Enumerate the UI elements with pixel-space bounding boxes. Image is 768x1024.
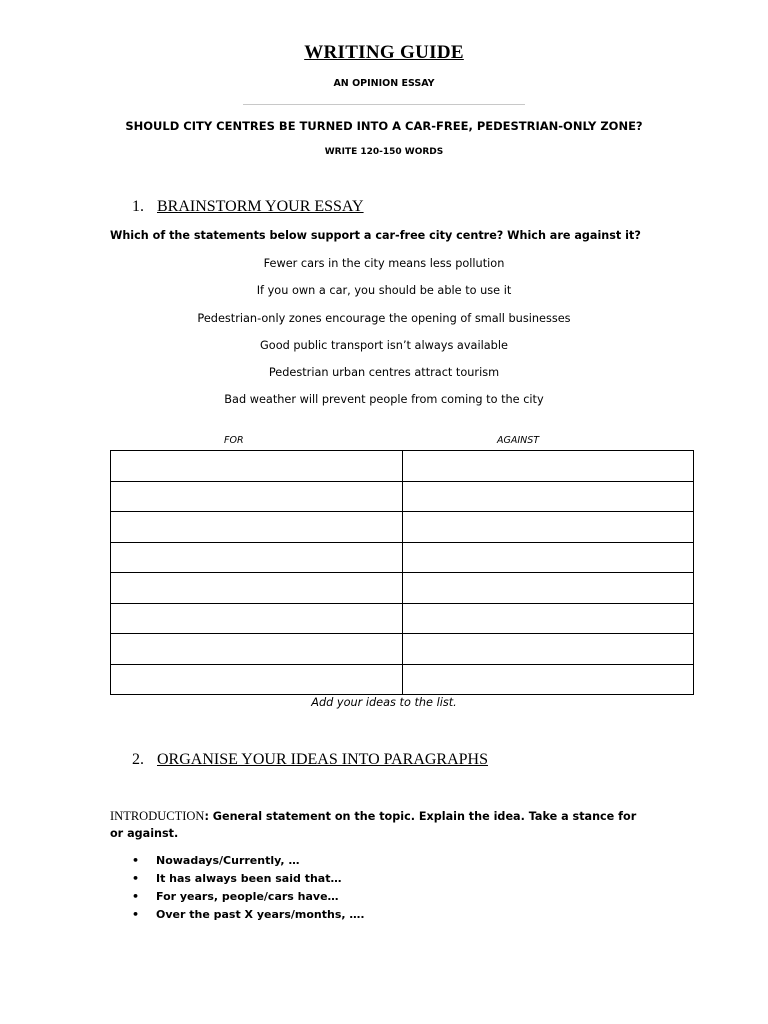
section-2-heading <box>132 751 488 769</box>
phrase-text: It has always been said that… <box>156 872 342 885</box>
table-row <box>111 573 694 604</box>
for-against-table <box>110 450 694 695</box>
against-cell[interactable] <box>402 451 694 482</box>
statement-list <box>0 256 768 420</box>
table-row <box>111 603 694 634</box>
statement-item: Good public transport isn’t always available <box>260 338 508 352</box>
list-item <box>132 870 365 888</box>
statement-item: Fewer cars in the city means less pollution <box>263 257 505 270</box>
table-caption: Add your ideas to the list. <box>311 696 457 709</box>
introduction-description: : General statement on the topic. Explain the idea. Take a stance for or against. <box>110 810 637 840</box>
against-cell[interactable] <box>402 603 694 634</box>
table-row <box>111 451 694 482</box>
for-column-header: FOR <box>224 435 244 446</box>
page-subtitle: AN OPINION ESSAY <box>333 78 435 89</box>
against-column-header: AGAINST <box>497 435 540 446</box>
for-cell[interactable] <box>111 573 403 604</box>
statement-item: Bad weather will prevent people from coming to the city <box>224 393 544 407</box>
against-cell[interactable] <box>402 634 694 665</box>
against-cell[interactable] <box>402 542 694 573</box>
for-cell[interactable] <box>111 481 403 512</box>
for-cell[interactable] <box>111 512 403 543</box>
section-2-title: ORGANISE YOUR IDEAS INTO PARAGRAPHS <box>157 751 489 768</box>
statement-item: If you own a car, you should be able to use it <box>256 284 512 298</box>
for-cell[interactable] <box>111 542 403 573</box>
table-row <box>111 634 694 665</box>
introduction-paragraph <box>110 808 650 842</box>
brainstorm-instruction: Which of the statements below support a car-free city centre? Which are against it? <box>110 229 641 242</box>
list-item <box>132 852 365 870</box>
introduction-label: INTRODUCTION <box>110 809 205 823</box>
table-row <box>111 512 694 543</box>
list-item <box>132 906 365 924</box>
bullet-icon: • <box>132 890 140 903</box>
against-cell[interactable] <box>402 573 694 604</box>
against-cell[interactable] <box>402 481 694 512</box>
header-divider <box>243 104 525 105</box>
bullet-icon: • <box>132 872 140 885</box>
section-1-heading <box>132 198 364 216</box>
word-count-instruction: WRITE 120-150 WORDS <box>324 147 444 157</box>
for-cell[interactable] <box>111 664 403 695</box>
table-row <box>111 481 694 512</box>
essay-question: SHOULD CITY CENTRES BE TURNED INTO A CAR-FREE, PEDESTRIAN-ONLY ZONE? <box>125 119 643 133</box>
page-title: WRITING GUIDE <box>304 42 464 63</box>
against-cell[interactable] <box>402 512 694 543</box>
for-cell[interactable] <box>111 634 403 665</box>
phrase-text: For years, people/cars have… <box>156 890 339 903</box>
list-item <box>132 888 365 906</box>
bullet-icon: • <box>132 854 140 867</box>
statement-item: Pedestrian urban centres attract tourism <box>268 366 500 380</box>
bullet-icon: • <box>132 908 140 921</box>
section-1-number: 1. <box>132 198 144 215</box>
for-cell[interactable] <box>111 603 403 634</box>
section-2-number: 2. <box>132 751 144 768</box>
statement-item: Pedestrian-only zones encourage the opening of small businesses <box>197 311 571 325</box>
phrase-text: Nowadays/Currently, … <box>156 854 300 867</box>
section-1-title: BRAINSTORM YOUR ESSAY <box>157 198 364 215</box>
phrase-text: Over the past X years/months, …. <box>156 908 365 921</box>
intro-phrase-list <box>132 852 365 924</box>
for-cell[interactable] <box>111 451 403 482</box>
against-cell[interactable] <box>402 664 694 695</box>
table-row <box>111 542 694 573</box>
table-row <box>111 664 694 695</box>
